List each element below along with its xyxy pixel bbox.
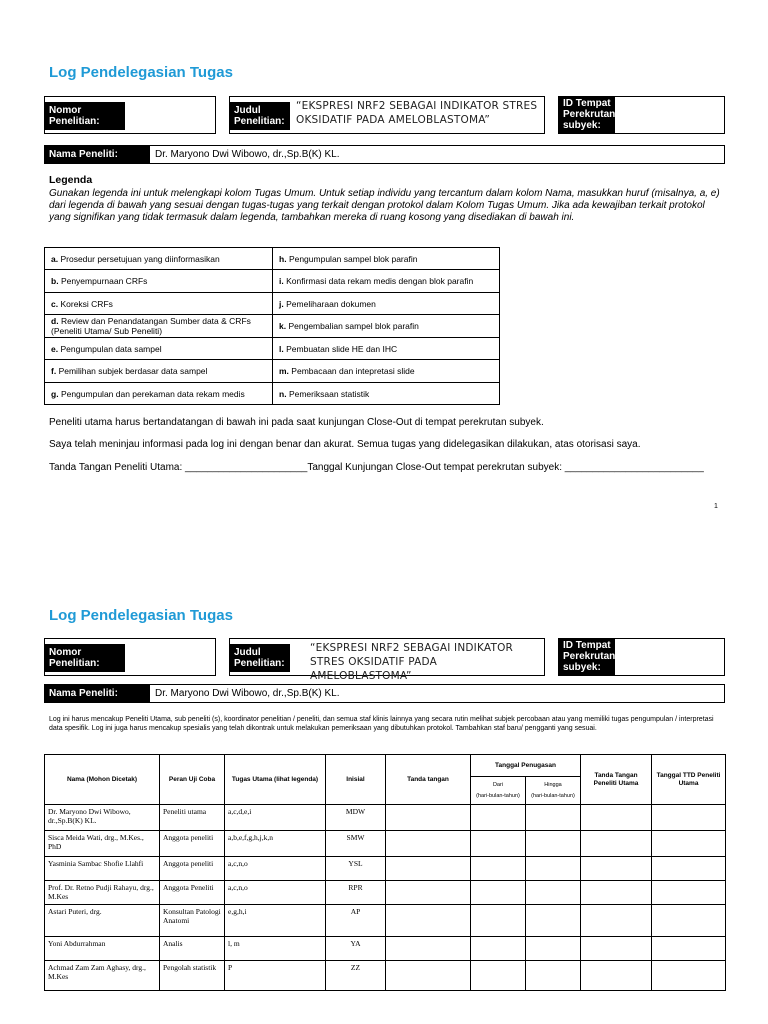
header-hingga-label: Hingga (544, 781, 562, 788)
legend-item-right (273, 248, 500, 270)
legend-key: i. (279, 276, 284, 286)
cell-hingga[interactable] (526, 937, 581, 961)
cell-ttd-peneliti-utama[interactable] (581, 831, 652, 857)
nomor-penelitian-field[interactable] (44, 96, 216, 134)
legend-item-right (273, 338, 500, 360)
header-tugas: Tugas Utama (lihat legenda) (225, 755, 326, 805)
cell-tanggal-ttd[interactable] (652, 905, 726, 937)
legend-key: e. (51, 343, 59, 354)
legend-row (45, 293, 500, 315)
nama-label: Nama Peneliti: (45, 146, 150, 163)
header-tanggal-ttd: Tanggal TTD Peneliti Utama (652, 755, 726, 805)
legend-item-left (45, 360, 273, 383)
nomor-label: Nomor Penelitian: (45, 644, 125, 672)
cell-tanda-tangan[interactable] (386, 805, 471, 831)
legend-row (45, 315, 500, 338)
cell-tugas: e,g,h,i (225, 905, 326, 937)
legend-text: Konfirmasi data rekam medis dengan blok parafin (286, 276, 474, 286)
cell-inisial: ZZ (326, 961, 386, 991)
legend-item-left (45, 248, 273, 270)
cell-tanda-tangan[interactable] (386, 905, 471, 937)
judul-label: Judul Penelitian: (230, 102, 290, 130)
cell-nama: Sisca Meida Wati, drg., M.Kes., PhD (45, 831, 160, 857)
cell-ttd-peneliti-utama[interactable] (581, 905, 652, 937)
cell-tanggal-ttd[interactable] (652, 857, 726, 881)
cell-peran: Peneliti utama (160, 805, 225, 831)
header-peran: Peran Uji Coba (160, 755, 225, 805)
legend-row (45, 383, 500, 405)
header-hingga-format: (hari-bulan-tahun) (531, 792, 575, 799)
cell-hingga[interactable] (526, 905, 581, 937)
legend-key: c. (51, 298, 59, 309)
cell-inisial: RPR (326, 881, 386, 905)
legend-text: Pembacaan dan intepretasi slide (291, 366, 415, 376)
cell-tugas: a,c,n,o (225, 857, 326, 881)
cell-dari[interactable] (471, 857, 526, 881)
judul-penelitian-field[interactable] (229, 96, 545, 134)
cell-dari[interactable] (471, 937, 526, 961)
id-tempat-field[interactable] (558, 96, 725, 134)
legend-key: k. (279, 321, 287, 331)
header-ttd-peneliti-utama: Tanda Tangan Peneliti Utama (581, 755, 652, 805)
legend-item-right (273, 383, 500, 405)
legend-text: Pemilihan subjek berdasar data sampel (58, 366, 208, 376)
close-out-instruction: Peneliti utama harus bertandatangan di bawah ini pada saat kunjungan Close-Out di tempat perekrutan subyek. (49, 417, 544, 428)
legend-row (45, 270, 500, 293)
legend-item-left (45, 270, 273, 293)
cell-peran: Anggota Peneliti (160, 881, 225, 905)
cell-hingga[interactable] (526, 881, 581, 905)
legend-text: Penyempurnaan CRFs (60, 276, 148, 286)
legend-key: b. (51, 276, 59, 286)
table-row (45, 881, 726, 905)
table-row (45, 857, 726, 881)
nama-value: Dr. Maryono Dwi Wibowo, dr.,Sp.B(K) KL. (155, 688, 340, 699)
cell-tanggal-ttd[interactable] (652, 961, 726, 991)
id-label: ID Tempat Perekrutan subyek: (559, 639, 615, 676)
table-row (45, 805, 726, 831)
legend-item-left (45, 338, 273, 360)
delegation-log-table (44, 754, 726, 991)
nama-label: Nama Peneliti: (45, 685, 150, 702)
legend-text: Pengumpulan sampel blok parafin (288, 253, 418, 264)
nama-peneliti-field[interactable] (44, 145, 725, 164)
table-row (45, 961, 726, 991)
cell-nama: Achmad Zam Zam Aghasy, drg., M.Kes (45, 961, 160, 991)
cell-peran: Analis (160, 937, 225, 961)
cell-tanggal-ttd[interactable] (652, 805, 726, 831)
cell-tugas: a,c,d,e,i (225, 805, 326, 831)
cell-inisial: AP (326, 905, 386, 937)
header-hingga (526, 777, 581, 805)
legend-key: j. (279, 298, 284, 309)
header-nama: Nama (Mohon Dicetak) (45, 755, 160, 805)
cell-dari[interactable] (471, 905, 526, 937)
cell-dari[interactable] (471, 961, 526, 991)
legend-text: Review dan Penandatangan Sumber data & CRFs (Peneliti Utama/ Sub Peneliti) (51, 316, 251, 336)
page-title: Log Pendelegasian Tugas (49, 64, 233, 81)
judul-value: “EKSPRESI NRF2 SEBAGAI INDIKATOR STRES OKSIDATIF PADA AMELOBLASTOMA” (310, 642, 514, 682)
page-title: Log Pendelegasian Tugas (49, 607, 233, 624)
legend-item-right (273, 293, 500, 315)
cell-peran: Pengolah statistik (160, 961, 225, 991)
cell-hingga[interactable] (526, 805, 581, 831)
cell-tugas: a,b,e,f,g,h,j,k,n (225, 831, 326, 857)
cell-tugas: a,c,n,o (225, 881, 326, 905)
cell-tanda-tangan[interactable] (386, 857, 471, 881)
cell-tugas: P (225, 961, 326, 991)
cell-tanda-tangan[interactable] (386, 961, 471, 991)
header-tanda-tangan: Tanda tangan (386, 755, 471, 805)
header-tanggal-penugasan: Tanggal Penugasan (471, 755, 581, 777)
legend-key: m. (279, 366, 289, 376)
legend-key: g. (51, 388, 59, 399)
cell-peran: Anggota peneliti (160, 857, 225, 881)
legend-row (45, 338, 500, 360)
legend-item-left (45, 383, 273, 405)
legend-item-left (45, 293, 273, 315)
cell-nama: Astari Puteri, drg. (45, 905, 160, 937)
legend-text: Koreksi CRFs (60, 298, 113, 309)
legend-key: a. (51, 253, 59, 264)
signature-line[interactable]: Tanda Tangan Peneliti Utama: ______________________Tanggal Kunjungan Close-Out tempat perekrutan subyek: _________________________ (49, 462, 704, 473)
legend-key: l. (279, 343, 284, 354)
legend-key: h. (279, 253, 287, 264)
cell-tanggal-ttd[interactable] (652, 881, 726, 905)
cell-ttd-peneliti-utama[interactable] (581, 881, 652, 905)
header-dari-label: Dari (492, 781, 504, 788)
cell-inisial: MDW (326, 805, 386, 831)
cell-tanda-tangan[interactable] (386, 881, 471, 905)
cell-tanda-tangan[interactable] (386, 937, 471, 961)
cell-tanda-tangan[interactable] (386, 831, 471, 857)
cell-hingga[interactable] (526, 961, 581, 991)
legend-key: d. (51, 316, 59, 326)
cell-nama: Yasminia Sambac Shofie Llahfi (45, 857, 160, 881)
judul-penelitian-field[interactable] (229, 638, 545, 682)
cell-hingga[interactable] (526, 857, 581, 881)
cell-nama: Prof. Dr. Retno Pudji Rahayu, drg., M.Kes (45, 881, 160, 905)
cell-tugas: l, m (225, 937, 326, 961)
legend-text: Pengumpulan data sampel (60, 343, 162, 354)
cell-peran: Anggota peneliti (160, 831, 225, 857)
legend-text: Pemeliharaan dokumen (286, 298, 376, 309)
id-label: ID Tempat Perekrutan subyek: (559, 97, 615, 134)
legend-text: Prosedur persetujuan yang diinformasikan (60, 253, 220, 264)
nomor-label: Nomor Penelitian: (45, 102, 125, 130)
cell-tanggal-ttd[interactable] (652, 937, 726, 961)
cell-inisial: YA (326, 937, 386, 961)
legend-table (44, 247, 500, 405)
log-instructions: Log ini harus mencakup Peneliti Utama, sub peneliti (s), koordinator penelitian / peneliti, dan semua staf klinis lainnya yang secara rutin melihat subjek percobaan atau yang memiliki tugas pengumpulan / interpretasi data spesifik. Log ini juga harus mencakup spesialis yang telah dikontrak untuk melakukan pemeriksaan yang dibutuhkan protokol. Tambahkan staf baru/ pengganti yang sesuai. (49, 716, 714, 732)
cell-hingga[interactable] (526, 831, 581, 857)
nomor-penelitian-field[interactable] (44, 638, 216, 676)
legend-key: f. (51, 366, 57, 376)
table-row (45, 937, 726, 961)
judul-value: “EKSPRESI NRF2 SEBAGAI INDIKATOR STRES OKSIDATIF PADA AMELOBLASTOMA” (296, 100, 538, 126)
nama-value: Dr. Maryono Dwi Wibowo, dr.,Sp.B(K) KL. (155, 149, 340, 160)
cell-peran: Konsultan Patologi Anatomi (160, 905, 225, 937)
attestation-statement: Saya telah meninjau informasi pada log ini dengan benar dan akurat. Semua tugas yang didelegasikan dilakukan, atas otorisasi saya. (49, 439, 641, 450)
legend-row (45, 248, 500, 270)
cell-inisial: YSL (326, 857, 386, 881)
legend-item-left (45, 315, 273, 338)
legend-description: Gunakan legenda ini untuk melengkapi kolom Tugas Umum. Untuk setiap individu yang tercantum dalam kolom Nama, masukkan huruf (misalnya, a, e) dari legenda di bawah yang sesuai dengan tugas-tugas yang terkait dengan protokol dalam Kolom Tugas Umum. Jika ada kewajiban terkait protokol yang signifikan yang tidak termasuk dalam legenda, tambahkan mereka di ruang kosong yang disediakan di bawah ini. (49, 188, 720, 223)
cell-dari[interactable] (471, 831, 526, 857)
legend-row (45, 360, 500, 383)
cell-nama: Yoni Abdurrahman (45, 937, 160, 961)
table-row (45, 831, 726, 857)
header-inisial: Inisial (326, 755, 386, 805)
table-row (45, 905, 726, 937)
page-number: 1 (714, 503, 718, 510)
cell-dari[interactable] (471, 881, 526, 905)
cell-inisial: SMW (326, 831, 386, 857)
id-tempat-field[interactable] (558, 638, 725, 676)
legend-text: Pengumpulan dan perekaman data rekam medis (60, 388, 245, 399)
legend-text: Pemeriksaan statistik (288, 388, 370, 399)
cell-tanggal-ttd[interactable] (652, 831, 726, 857)
cell-ttd-peneliti-utama[interactable] (581, 937, 652, 961)
cell-ttd-peneliti-utama[interactable] (581, 857, 652, 881)
legend-text: Pengembalian sampel blok parafin (288, 321, 419, 331)
legend-key: n. (279, 388, 287, 399)
legend-text: Pembuatan slide HE dan IHC (286, 343, 398, 354)
cell-ttd-peneliti-utama[interactable] (581, 805, 652, 831)
legend-item-right (273, 360, 500, 383)
header-dari-format: (hari-bulan-tahun) (476, 792, 520, 799)
legend-item-right (273, 270, 500, 293)
cell-dari[interactable] (471, 805, 526, 831)
cell-ttd-peneliti-utama[interactable] (581, 961, 652, 991)
header-dari (471, 777, 526, 805)
cell-nama: Dr. Maryono Dwi Wibowo, dr.,Sp.B(K) KL. (45, 805, 160, 831)
judul-label: Judul Penelitian: (230, 644, 290, 672)
legend-item-right (273, 315, 500, 338)
nama-peneliti-field[interactable] (44, 684, 725, 703)
legend-title: Legenda (49, 174, 93, 186)
